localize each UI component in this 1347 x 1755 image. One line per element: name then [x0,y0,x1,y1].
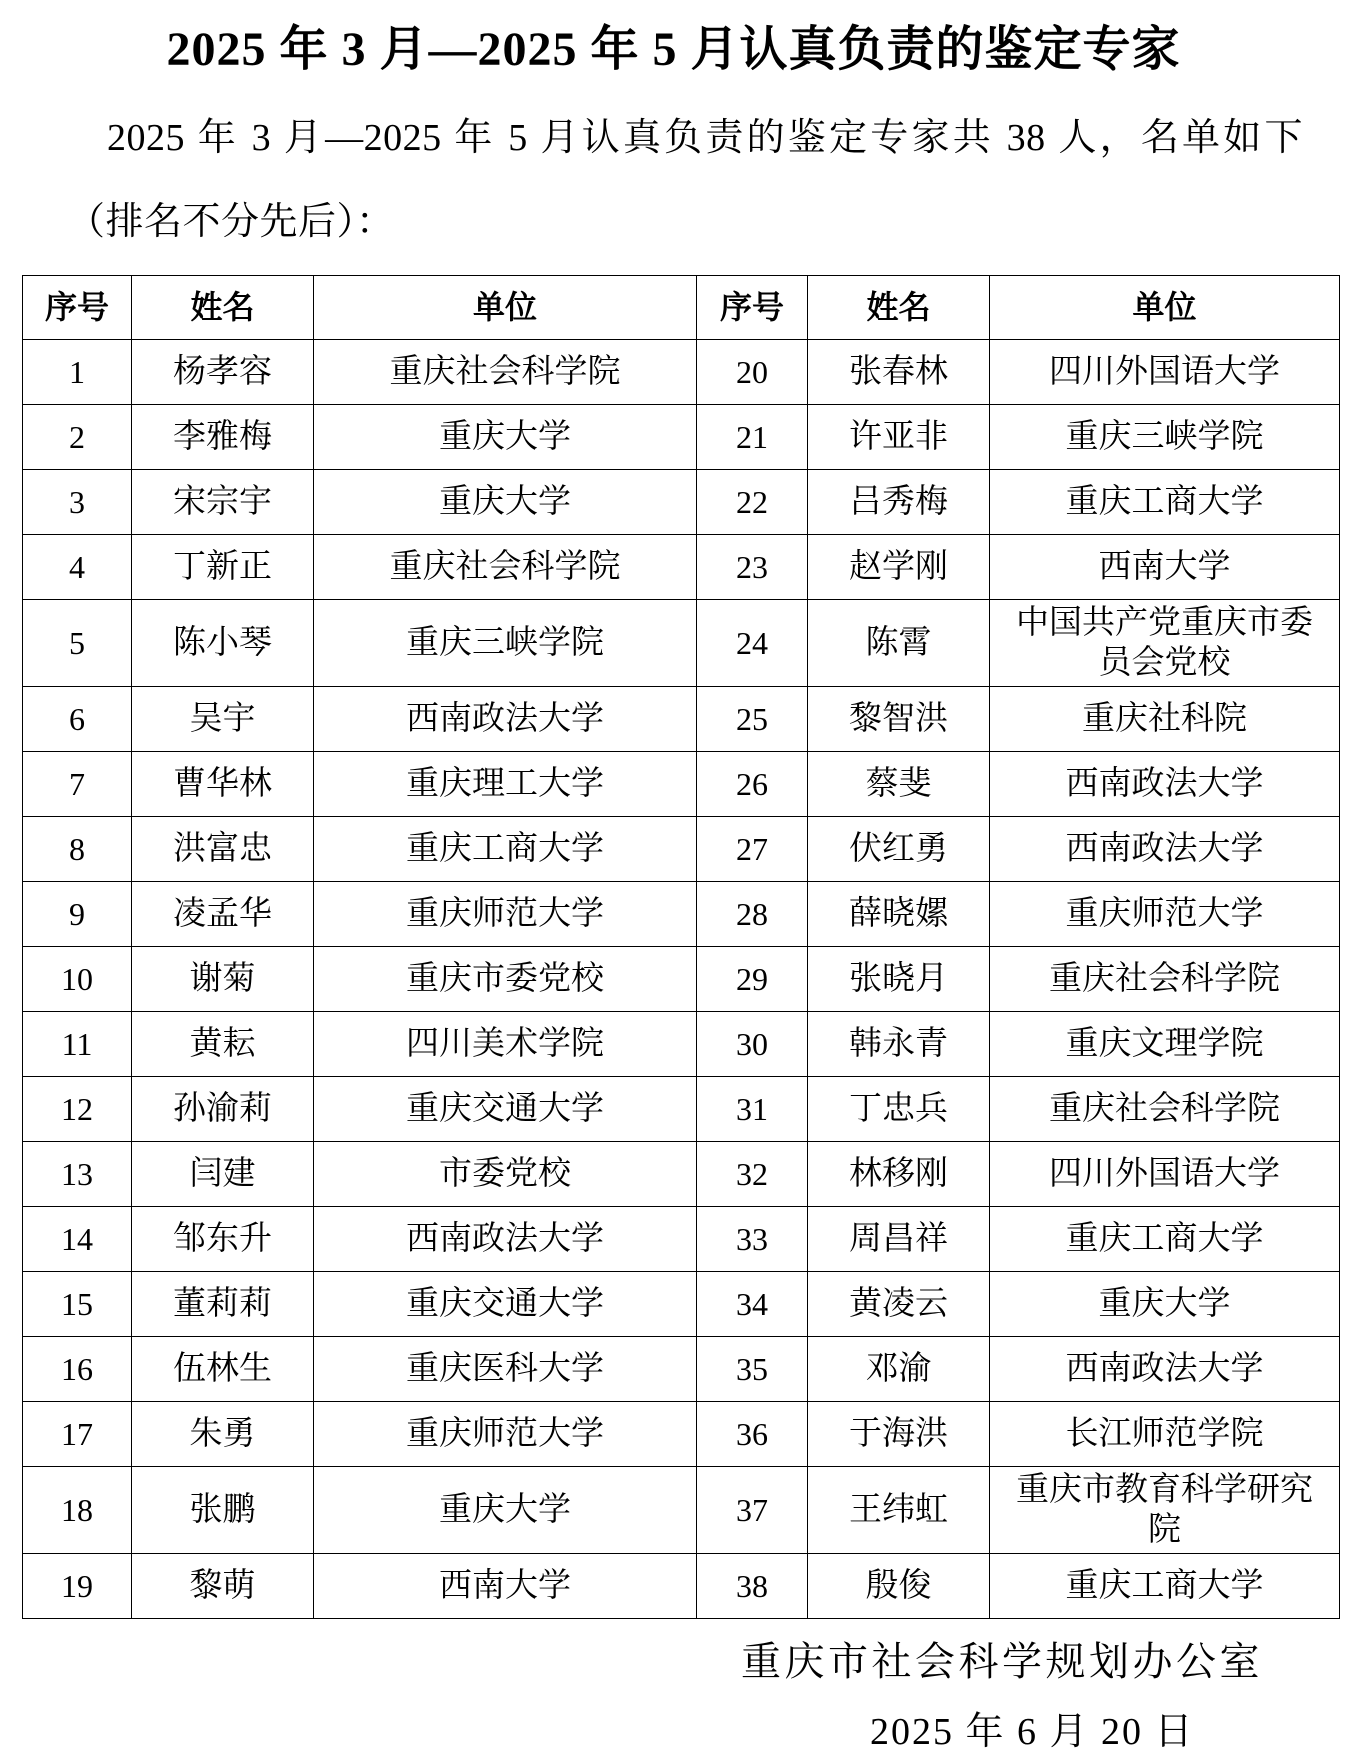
expert-name: 董莉莉 [132,1272,314,1337]
expert-number: 37 [697,1467,808,1554]
expert-unit: 重庆大学 [314,405,697,470]
expert-number: 15 [23,1272,132,1337]
expert-unit: 中国共产党重庆市委员会党校 [990,600,1340,687]
table-row [23,817,1340,882]
expert-name: 伏红勇 [808,817,990,882]
table-row [23,1554,1340,1619]
expert-name: 陈霄 [808,600,990,687]
table-row [23,1402,1340,1467]
table-row [23,947,1340,1012]
expert-unit: 重庆市委党校 [314,947,697,1012]
expert-name: 林移刚 [808,1142,990,1207]
expert-number: 31 [697,1077,808,1142]
issuing-office: 重庆市社会科学规划办公室 [741,1639,1263,1684]
intro-paragraph: 2025 年 3 月—2025 年 5 月认真负责的鉴定专家共 38 人，名单如下（排名不分先后）： [67,117,1303,243]
expert-name: 邹东升 [132,1207,314,1272]
header-row [23,276,1340,340]
table-row [23,1012,1340,1077]
table-row [23,405,1340,470]
expert-unit: 重庆师范大学 [314,882,697,947]
expert-number: 7 [23,752,132,817]
table-row [23,470,1340,535]
expert-unit: 重庆社会科学院 [990,1077,1340,1142]
expert-name: 张晓月 [808,947,990,1012]
expert-number: 30 [697,1012,808,1077]
expert-number: 12 [23,1077,132,1142]
expert-name: 黎智洪 [808,687,990,752]
expert-name: 黄凌云 [808,1272,990,1337]
expert-unit: 重庆大学 [314,470,697,535]
expert-unit: 重庆师范大学 [314,1402,697,1467]
expert-number: 20 [697,340,808,405]
expert-unit: 重庆工商大学 [314,817,697,882]
expert-unit: 西南政法大学 [990,752,1340,817]
expert-number: 9 [23,882,132,947]
table-row [23,1467,1340,1554]
expert-number: 3 [23,470,132,535]
expert-number: 18 [23,1467,132,1554]
expert-name: 宋宗宇 [132,470,314,535]
expert-name: 洪富忠 [132,817,314,882]
expert-number: 17 [23,1402,132,1467]
expert-name: 凌孟华 [132,882,314,947]
table-row [23,535,1340,600]
expert-unit: 重庆交通大学 [314,1077,697,1142]
expert-number: 21 [697,405,808,470]
expert-name: 谢菊 [132,947,314,1012]
expert-unit: 市委党校 [314,1142,697,1207]
expert-unit: 重庆社会科学院 [314,535,697,600]
expert-name: 薛晓嫘 [808,882,990,947]
expert-unit: 重庆工商大学 [990,1554,1340,1619]
expert-number: 13 [23,1142,132,1207]
expert-name: 杨孝容 [132,340,314,405]
expert-table [22,275,1340,1619]
expert-number: 5 [23,600,132,687]
expert-name: 周昌祥 [808,1207,990,1272]
expert-name: 张春林 [808,340,990,405]
expert-unit: 西南政法大学 [314,1207,697,1272]
expert-unit: 重庆社会科学院 [990,947,1340,1012]
expert-number: 28 [697,882,808,947]
expert-unit: 重庆交通大学 [314,1272,697,1337]
expert-unit: 西南政法大学 [314,687,697,752]
table-row [23,1207,1340,1272]
expert-number: 8 [23,817,132,882]
expert-number: 36 [697,1402,808,1467]
expert-name: 黎萌 [132,1554,314,1619]
expert-unit: 西南政法大学 [990,817,1340,882]
expert-number: 34 [697,1272,808,1337]
expert-name: 张鹏 [132,1467,314,1554]
expert-name: 伍林生 [132,1337,314,1402]
expert-unit: 重庆理工大学 [314,752,697,817]
expert-number: 29 [697,947,808,1012]
expert-name: 朱勇 [132,1402,314,1467]
expert-unit: 重庆三峡学院 [314,600,697,687]
header-unit: 单位 [314,276,697,340]
table-row [23,1142,1340,1207]
expert-number: 33 [697,1207,808,1272]
expert-number: 4 [23,535,132,600]
expert-unit: 四川外国语大学 [990,340,1340,405]
expert-name: 陈小琴 [132,600,314,687]
expert-name: 李雅梅 [132,405,314,470]
expert-name: 许亚非 [808,405,990,470]
expert-unit: 重庆大学 [314,1467,697,1554]
expert-number: 22 [697,470,808,535]
table-row [23,1337,1340,1402]
expert-unit: 长江师范学院 [990,1402,1340,1467]
table-row [23,1272,1340,1337]
expert-name: 于海洪 [808,1402,990,1467]
expert-unit: 重庆大学 [990,1272,1340,1337]
expert-name: 吴宇 [132,687,314,752]
header-number: 序号 [23,276,132,340]
expert-number: 26 [697,752,808,817]
table-row [23,340,1340,405]
expert-name: 闫建 [132,1142,314,1207]
expert-unit: 西南大学 [990,535,1340,600]
expert-number: 14 [23,1207,132,1272]
header-name: 姓名 [808,276,990,340]
expert-unit: 重庆文理学院 [990,1012,1340,1077]
table-row [23,600,1340,687]
expert-name: 殷俊 [808,1554,990,1619]
expert-unit: 重庆社会科学院 [314,340,697,405]
table-header [23,276,1340,340]
expert-name: 韩永青 [808,1012,990,1077]
expert-name: 丁新正 [132,535,314,600]
expert-name: 王纬虹 [808,1467,990,1554]
expert-number: 16 [23,1337,132,1402]
expert-unit: 重庆师范大学 [990,882,1340,947]
expert-unit: 重庆市教育科学研究院 [990,1467,1340,1554]
expert-name: 黄耘 [132,1012,314,1077]
table-row [23,752,1340,817]
header-number: 序号 [697,276,808,340]
expert-number: 25 [697,687,808,752]
expert-number: 38 [697,1554,808,1619]
expert-unit: 重庆工商大学 [990,1207,1340,1272]
expert-number: 32 [697,1142,808,1207]
expert-number: 6 [23,687,132,752]
table-row [23,882,1340,947]
page-title: 2025 年 3 月—2025 年 5 月认真负责的鉴定专家 [166,23,1181,76]
expert-unit: 西南大学 [314,1554,697,1619]
expert-number: 23 [697,535,808,600]
expert-number: 1 [23,340,132,405]
header-name: 姓名 [132,276,314,340]
issue-date: 2025 年 6 月 20 日 [870,1711,1195,1753]
header-unit: 单位 [990,276,1340,340]
expert-unit: 重庆三峡学院 [990,405,1340,470]
expert-number: 10 [23,947,132,1012]
expert-unit: 西南政法大学 [990,1337,1340,1402]
expert-number: 11 [23,1012,132,1077]
expert-number: 35 [697,1337,808,1402]
expert-unit: 重庆社科院 [990,687,1340,752]
expert-name: 蔡斐 [808,752,990,817]
expert-name: 丁忠兵 [808,1077,990,1142]
expert-name: 曹华林 [132,752,314,817]
expert-number: 2 [23,405,132,470]
expert-unit: 四川美术学院 [314,1012,697,1077]
table-row [23,687,1340,752]
expert-name: 吕秀梅 [808,470,990,535]
table-row [23,1077,1340,1142]
expert-unit: 重庆医科大学 [314,1337,697,1402]
expert-name: 赵学刚 [808,535,990,600]
expert-unit: 四川外国语大学 [990,1142,1340,1207]
expert-unit: 重庆工商大学 [990,470,1340,535]
expert-number: 27 [697,817,808,882]
expert-name: 邓渝 [808,1337,990,1402]
expert-name: 孙渝莉 [132,1077,314,1142]
expert-table-body [23,340,1340,1619]
expert-number: 24 [697,600,808,687]
expert-number: 19 [23,1554,132,1619]
